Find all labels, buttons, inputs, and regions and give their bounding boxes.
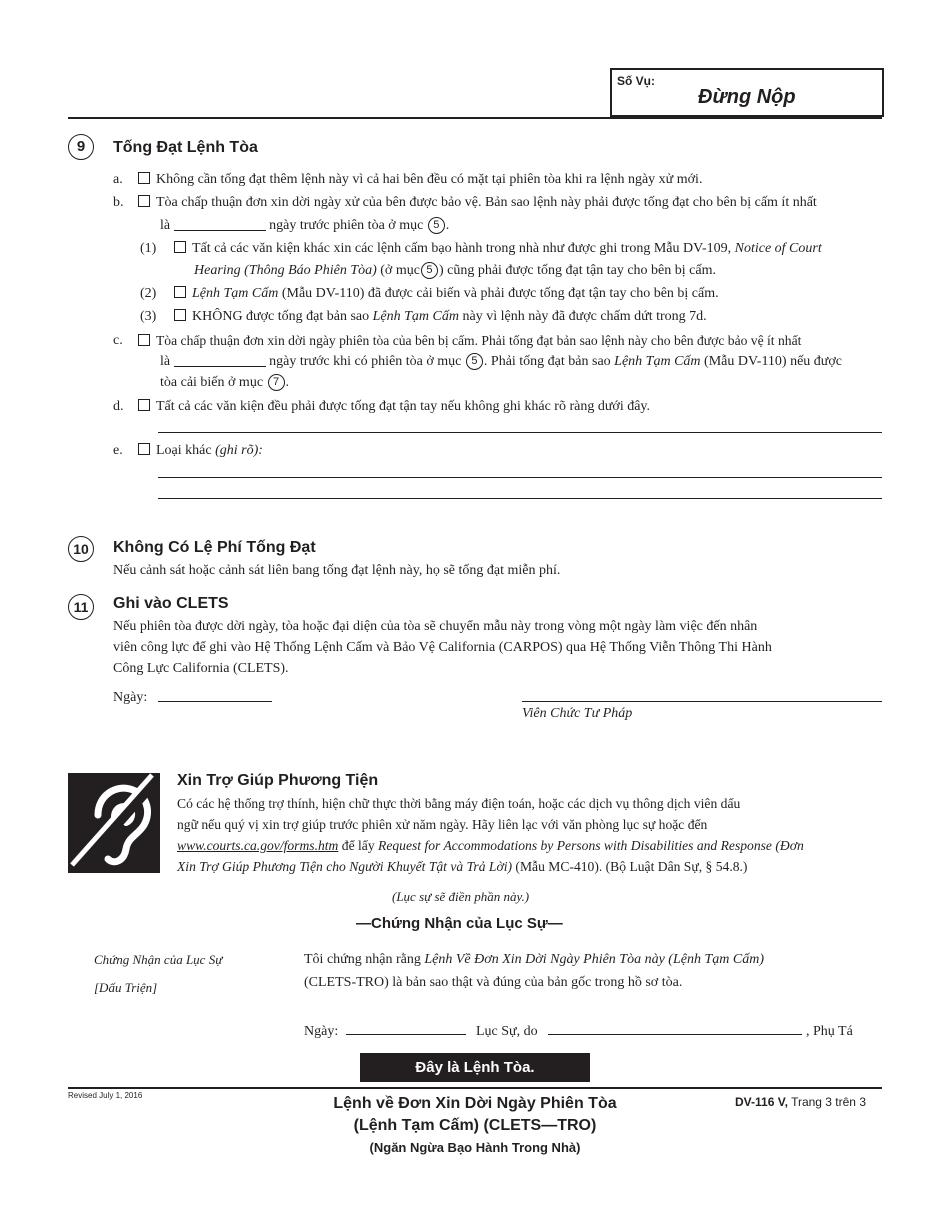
ref-item-5: 5: [466, 353, 483, 370]
clerk-heading: —Chứng Nhận của Lục Sự—: [356, 915, 563, 932]
item-9b1-text: Tất cả các văn kiện khác xin các lệnh cấm bạo hành trong nhà như được ghi trong Mẫu DV-109, Notice of Court: [174, 238, 822, 259]
days-field-9c[interactable]: [174, 352, 266, 367]
section-text-11-line1: Nếu phiên tòa được dời ngày, tòa hoặc đại diện của tòa sẽ chuyển mẫu này trong vòng một ngày làm việc đến nhân: [113, 619, 758, 634]
footer-title-2: (Lệnh Tạm Cấm) (CLETS—TRO): [353, 1117, 597, 1134]
section-title-9: Tống Đạt Lệnh Tòa: [113, 139, 258, 156]
clerk-date-label: Ngày:: [304, 1024, 339, 1039]
ref-item-5: 5: [421, 262, 438, 279]
certification-line2: (CLETS-TRO) là bản sao thật và đúng của bản gốc trong hồ sơ tòa.: [304, 975, 683, 990]
case-number-label: Số Vụ:: [617, 74, 655, 88]
item-9b-label: b.: [113, 195, 124, 210]
footer-subtitle: (Ngăn Ngừa Bạo Hành Trong Nhà): [369, 1140, 581, 1155]
item-9b2-text: Lệnh Tạm Cấm (Mẫu DV-110) đã được cải biến và phải được tống đạt tận tay cho bên bị cấm.: [174, 283, 719, 304]
checkbox-9b[interactable]: [138, 195, 150, 207]
accommodations-title: Xin Trợ Giúp Phương Tiện: [177, 772, 379, 789]
item-9b-line2: là ngày trước phiên tòa ở mục 5 .: [160, 218, 450, 233]
signer-label: Viên Chức Tư Pháp: [522, 706, 633, 721]
section-title-10: Không Có Lệ Phí Tống Đạt: [113, 539, 316, 556]
item-9e-text: Loại khác (ghi rõ):: [138, 440, 263, 461]
section-text-11-line3: Công Lực California (CLETS).: [113, 661, 289, 676]
clerk-by-label: Lục Sự, do: [476, 1024, 538, 1039]
section-number-9: 9: [68, 134, 94, 160]
item-9b3-label: (3): [140, 309, 157, 324]
item-9d-label: d.: [113, 399, 124, 414]
seal-label: [Dấu Triện]: [94, 980, 158, 995]
accommodations-line1: Có các hệ thống trợ thính, hiện chữ thực thời bằng máy điện toán, hoặc các dịch vụ thông dịch viên dấu: [177, 796, 741, 811]
date-label-11: Ngày:: [113, 690, 148, 705]
checkbox-9b2[interactable]: [174, 286, 186, 298]
ref-item-7: 7: [268, 374, 285, 391]
writing-line[interactable]: [158, 477, 882, 478]
item-9c-line2: là ngày trước khi có phiên tòa ở mục 5 . Phải tống đạt bản sao Lệnh Tạm Cấm (Mẫu DV-110) nếu được: [160, 354, 843, 369]
forms-link[interactable]: www.courts.ca.gov/forms.htm: [177, 838, 339, 853]
footer-rule: [68, 1087, 882, 1089]
days-field-9b[interactable]: [174, 216, 266, 231]
section-number-11: 11: [68, 594, 94, 620]
checkbox-9e[interactable]: [138, 443, 150, 455]
court-order-banner: Đây là Lệnh Tòa.: [360, 1053, 590, 1082]
section-text-10: Nếu cảnh sát hoặc cảnh sát liên bang tống đạt lệnh này, họ sẽ tống đạt miễn phí.: [113, 563, 561, 578]
writing-line[interactable]: [158, 498, 882, 499]
item-label: a.: [113, 172, 123, 187]
date-field-11[interactable]: [158, 701, 272, 702]
ref-item-5: 5: [428, 217, 445, 234]
item-9d-text: Tất cả các văn kiện đều phải được tống đạt tận tay nếu không ghi khác rõ ràng dưới đây.: [138, 396, 650, 417]
item-9b-text: Tòa chấp thuận đơn xin dời ngày xử của bên được bảo vệ. Bản sao lệnh này phải được tống đạt cho bên bị cấm ít nhất: [138, 192, 817, 213]
item-9b2-label: (2): [140, 286, 157, 301]
checkbox-9b3[interactable]: [174, 309, 186, 321]
clerk-date-field[interactable]: [346, 1034, 466, 1035]
item-9c-text: Tòa chấp thuận đơn xin dời ngày phiên tòa của bên bị cấm. Phải tống đạt bản sao lệnh này cho bên được bảo vệ ít nhất: [138, 330, 801, 351]
checkbox-9d[interactable]: [138, 399, 150, 411]
form-id: DV-116 V, Trang 3 trên 3: [735, 1095, 866, 1109]
accommodations-line4: Xin Trợ Giúp Phương Tiện cho Người Khuyết Tật và Trả Lời) (Mẫu MC-410). (Bộ Luật Dân Sự, § 54.8.): [177, 859, 748, 874]
section-text-11-line2: viên công lực để ghi vào Hệ Thống Lệnh Cấm và Bảo Vệ California (CARPOS) qua Hệ Thống Viễn Thông Thi Hành: [113, 640, 772, 655]
header-rule: [68, 117, 882, 119]
deputy-label: , Phụ Tá: [806, 1024, 853, 1039]
section-title-11: Ghi vào CLETS: [113, 595, 229, 612]
signature-line[interactable]: [522, 701, 882, 702]
accommodations-line2: ngữ nếu quý vị xin trợ giúp trước phiên xử năm ngày. Hãy liên lạc với văn phòng lục sự hoặc đến: [177, 817, 708, 832]
item-9c-label: c.: [113, 333, 123, 348]
clerk-side-label: Chứng Nhận của Lục Sự: [94, 952, 223, 967]
checkbox-9b1[interactable]: [174, 241, 186, 253]
item-9c-line3: tòa cải biến ở mục 7 .: [160, 375, 290, 390]
item-9a: [113, 169, 123, 190]
item-9b3-text: KHÔNG được tống đạt bản sao Lệnh Tạm Cấm này vì lệnh này đã được chấm dứt trong 7d.: [174, 306, 707, 327]
item-9a-text: Không cần tống đạt thêm lệnh này vì cả hai bên đều có mặt tại phiên tòa khi ra lệnh ngày xử mới.: [138, 169, 702, 190]
case-number-box: [610, 68, 884, 117]
certification-line1: Tôi chứng nhận rằng Lệnh Về Đơn Xin Dời Ngày Phiên Tòa này (Lệnh Tạm Cấm): [304, 952, 764, 967]
checkbox-9a[interactable]: [138, 172, 150, 184]
item-9e-label: e.: [113, 443, 123, 458]
clerk-name-field[interactable]: [548, 1034, 802, 1035]
case-number-value: Đừng Nộp: [698, 86, 796, 108]
accommodations-line3: www.courts.ca.gov/forms.htm để lấy Request for Accommodations by Persons with Disabilities and Response (Đơn: [177, 838, 804, 853]
footer-title-1: Lệnh về Đơn Xin Dời Ngày Phiên Tòa: [333, 1095, 617, 1112]
writing-line[interactable]: [158, 432, 882, 433]
item-9b1-line2: Hearing (Thông Báo Phiên Tòa) (ở mục 5 ) cũng phải được tống đạt tận tay cho bên bị cấm.: [194, 263, 716, 278]
clerk-note: (Lục sự sẽ điền phần này.): [392, 889, 530, 904]
hearing-assistance-icon: [68, 773, 160, 873]
item-9b1-label: (1): [140, 241, 157, 256]
section-number-10: 10: [68, 536, 94, 562]
revised-date: Revised July 1, 2016: [68, 1091, 143, 1100]
checkbox-9c[interactable]: [138, 334, 150, 346]
